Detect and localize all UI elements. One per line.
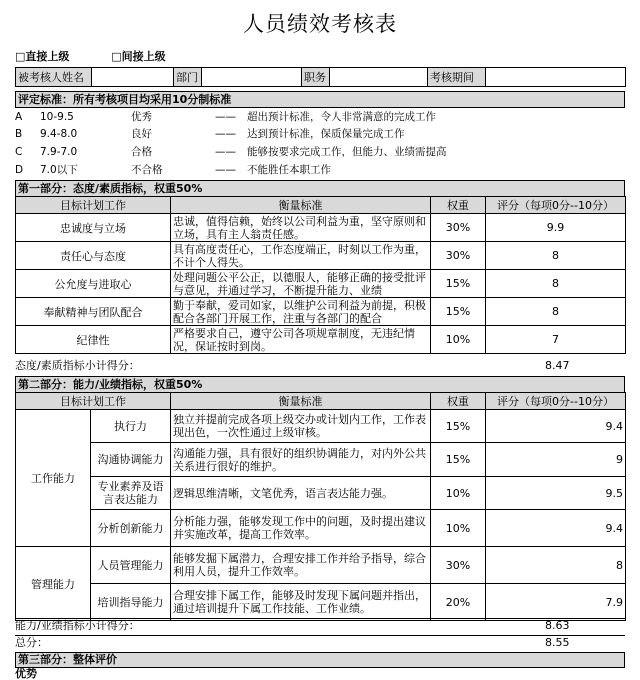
table-row	[16, 242, 626, 270]
part1-weight: 15%	[431, 298, 486, 326]
part1-std: 具有高度责任心，工作态度端正，时刻以工作为重，不计个人得失。	[171, 242, 431, 270]
standard-row	[15, 109, 625, 125]
part2-std: 独立并提前完成各项上级交办或计划内工作，工作表现出色，一次性通过上级审核。	[171, 410, 431, 443]
direct-superior-checkbox[interactable]: □直接上级	[15, 50, 70, 63]
part1-std: 处理问题公平公正，以德服人，能够正确的接受批评与意见，并通过学习，不断提升能力、业绩	[171, 270, 431, 298]
period-field[interactable]	[486, 68, 626, 87]
part2-std: 沟通能力强，具有很好的组织协调能力，对内外公共关系进行很好的维护。	[171, 443, 431, 477]
standard-dash: ——	[215, 111, 236, 123]
standard-range: 7.0以下	[40, 164, 78, 176]
table-row	[16, 584, 626, 621]
standard-level: 良好	[131, 128, 152, 140]
part1-item: 忠诚度与立场	[16, 214, 171, 242]
part1-table	[15, 196, 626, 354]
table-row	[16, 547, 626, 584]
part2-subtotal-row	[15, 618, 625, 633]
part1-score[interactable]: 8	[486, 298, 626, 326]
standard-row	[15, 144, 625, 160]
part1-item: 奉献精神与团队配合	[16, 298, 171, 326]
standard-range: 7.9-7.0	[40, 146, 78, 158]
name-field[interactable]	[92, 68, 174, 87]
part2-weight: 10%	[431, 510, 486, 547]
standard-desc: 达到预计标准，保质保量完成工作	[247, 128, 405, 140]
part2-std: 合理安排下属工作，能够及时发现下属问题并指出，通过培训提升下属工作技能、工作业绩。	[171, 584, 431, 621]
part2-item: 执行力	[91, 410, 171, 443]
part2-subtotal-label: 能力/业绩指标小计得分：	[15, 619, 140, 632]
table-row	[16, 326, 626, 354]
page-title: 人员绩效考核表	[243, 12, 397, 36]
part2-weight: 10%	[431, 477, 486, 510]
part2-item: 专业素养及语言表达能力	[91, 477, 171, 510]
standard-desc: 不能胜任本职工作	[247, 164, 331, 176]
standard-desc: 超出预计标准，令人非常满意的完成工作	[247, 111, 436, 123]
standard-grade: A	[15, 111, 23, 123]
standard-grade: B	[15, 128, 23, 140]
part1-std: 勤于奉献，爱司如家，以维护公司利益为前提，积极配合各部门开展工作，注重与各部门的配合	[171, 298, 431, 326]
part2-item: 沟通协调能力	[91, 443, 171, 477]
part2-item: 人员管理能力	[91, 547, 171, 584]
superior-row	[15, 50, 625, 64]
part2-score[interactable]: 7.9	[486, 584, 626, 621]
part2-table	[15, 392, 626, 621]
part1-col-score: 评分（每项0分--10分）	[486, 197, 626, 214]
standard-level: 优秀	[131, 111, 152, 123]
standard-level: 不合格	[131, 164, 163, 176]
total-label: 总分：	[15, 636, 48, 649]
part2-std: 分析能力强，能够发现工作中的问题，及时提出建议并实施改革，提高工作效率。	[171, 510, 431, 547]
standard-dash: ——	[215, 146, 236, 158]
part1-col-std: 衡量标准	[171, 197, 431, 214]
part1-subtotal-label: 态度/素质指标小计得分：	[15, 359, 140, 372]
part1-std: 严格要求自己，遵守公司各项规章制度，无违纪情况，保证按时到岗。	[171, 326, 431, 354]
part1-weight: 15%	[431, 270, 486, 298]
part1-item: 公允度与进取心	[16, 270, 171, 298]
info-table	[15, 67, 626, 87]
part2-header: 第二部分：能力/业绩指标，权重50%	[15, 376, 625, 393]
total-row	[15, 635, 625, 650]
standard-row	[15, 162, 625, 178]
name-label: 被考核人姓名	[16, 68, 92, 87]
standard-level: 合格	[131, 146, 152, 158]
table-row	[16, 477, 626, 510]
standard-grade: D	[15, 164, 24, 176]
part2-weight: 20%	[431, 584, 486, 621]
part1-score[interactable]: 8	[486, 270, 626, 298]
part1-weight: 10%	[431, 326, 486, 354]
standard-range: 10-9.5	[40, 111, 74, 123]
part2-std: 能够发掘下属潜力，合理安排工作并给予指导，综合利用人员，提升工作效率。	[171, 547, 431, 584]
part2-weight: 30%	[431, 547, 486, 584]
period-label: 考核期间	[428, 68, 486, 87]
part2-col-item: 目标计划工作	[16, 393, 171, 410]
total-value: 8.55	[545, 636, 570, 649]
standard-row	[15, 126, 625, 142]
part2-score[interactable]: 9.4	[486, 510, 626, 547]
standard-grade: C	[15, 146, 23, 158]
part2-group: 管理能力	[16, 547, 91, 621]
part1-score[interactable]: 7	[486, 326, 626, 354]
dept-label: 部门	[174, 68, 202, 87]
part1-header: 第一部分：态度/素质指标，权重50%	[15, 180, 625, 197]
dept-field[interactable]	[202, 68, 302, 87]
standard-range: 9.4-8.0	[40, 128, 78, 140]
table-row	[16, 270, 626, 298]
part2-group: 工作能力	[16, 410, 91, 547]
part2-weight: 15%	[431, 443, 486, 477]
part1-score[interactable]: 9.9	[486, 214, 626, 242]
part2-score[interactable]: 8	[486, 547, 626, 584]
part1-std: 忠诚，值得信赖，始终以公司利益为重，坚守原则和立场，具有主人翁责任感。	[171, 214, 431, 242]
part1-subtotal-value: 8.47	[545, 359, 570, 372]
standard-dash: ——	[215, 128, 236, 140]
part1-col-item: 目标计划工作	[16, 197, 171, 214]
part1-col-weight: 权重	[431, 197, 486, 214]
part2-score[interactable]: 9.5	[486, 477, 626, 510]
part2-item: 分析创新能力	[91, 510, 171, 547]
part1-weight: 30%	[431, 242, 486, 270]
indirect-superior-checkbox[interactable]: □间接上级	[111, 50, 166, 63]
part2-col-score: 评分（每项0分--10分）	[486, 393, 626, 410]
part1-score[interactable]: 8	[486, 242, 626, 270]
part1-item: 纪律性	[16, 326, 171, 354]
table-row	[16, 214, 626, 242]
part2-subtotal-value: 8.63	[545, 619, 570, 632]
standard-desc: 能够按要求完成工作，但能力、业绩需提高	[247, 146, 447, 158]
part2-item: 培训指导能力	[91, 584, 171, 621]
part2-score[interactable]: 9	[486, 443, 626, 477]
part1-subtotal-row	[15, 359, 625, 373]
part3-next-row: 优势	[15, 667, 37, 680]
position-field[interactable]	[330, 68, 428, 87]
part3-header: 第三部分：整体评价	[15, 652, 625, 668]
part2-col-weight: 权重	[431, 393, 486, 410]
table-row	[16, 298, 626, 326]
standard-header: 评定标准：所有考核项目均采用10分制标准	[15, 91, 625, 108]
table-row	[16, 443, 626, 477]
standard-dash: ——	[215, 164, 236, 176]
part2-score[interactable]: 9.4	[486, 410, 626, 443]
table-row	[16, 410, 626, 443]
part2-weight: 15%	[431, 410, 486, 443]
part2-col-std: 衡量标准	[171, 393, 431, 410]
table-row	[16, 510, 626, 547]
position-label: 职务	[302, 68, 330, 87]
part2-std: 逻辑思维清晰，文笔优秀，语言表达能力强。	[171, 477, 431, 510]
part1-weight: 30%	[431, 214, 486, 242]
part1-item: 责任心与态度	[16, 242, 171, 270]
